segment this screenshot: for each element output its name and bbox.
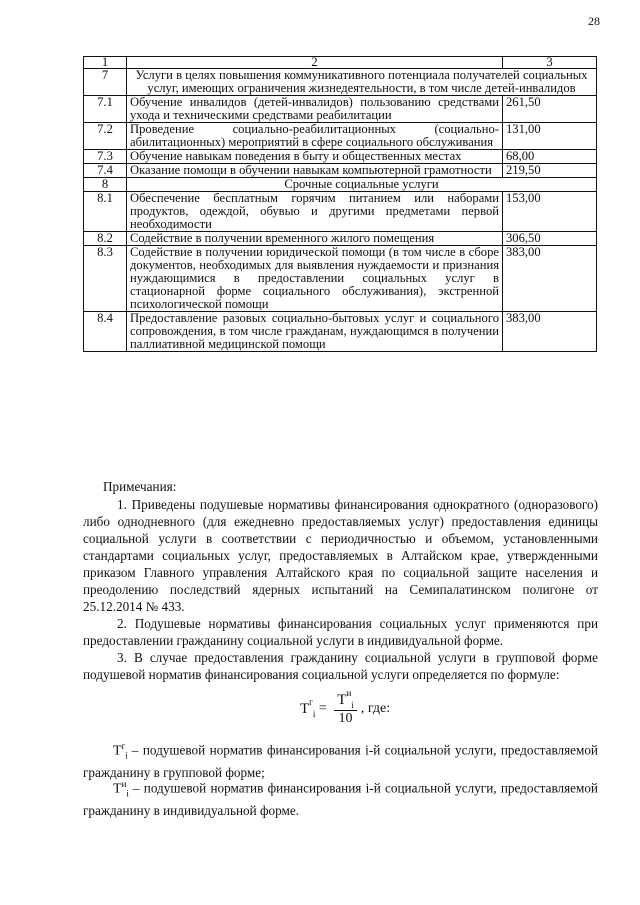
row-text: Обучение инвалидов (детей-инвалидов) пользованию средствами ухода и техническими средствами реабилитации xyxy=(127,96,503,123)
row-value: 383,00 xyxy=(503,246,597,312)
row-text: Оказание помощи в обучении навыкам компьютерной грамотности xyxy=(127,164,503,178)
formula-suffix: , где: xyxy=(360,700,391,716)
notes-section xyxy=(83,478,598,683)
formula-lhs: $T^г_i$ xyxy=(300,696,316,719)
definition-symbol: $T^г_i$ xyxy=(113,741,128,761)
fraction-numerator: $T^и_i$ xyxy=(334,690,357,711)
row-text: Предоставление разовых социально-бытовых услуг и социального сопровождения, в том числе гражданам, нуждающимся в получении паллиативной медицинской помощи xyxy=(127,312,503,352)
header-cell: 3 xyxy=(503,57,597,69)
row-number: 8.1 xyxy=(84,192,127,232)
table-row xyxy=(84,96,597,123)
row-number: 7.4 xyxy=(84,164,127,178)
row-text: Обеспечение бесплатным горячим питанием или наборами продуктов, одеждой, обувью и другими предметами первой необходимости xyxy=(127,192,503,232)
equals-sign: = xyxy=(315,700,331,716)
formula xyxy=(300,690,390,727)
row-value: 131,00 xyxy=(503,123,597,150)
row-value: 383,00 xyxy=(503,312,597,352)
row-text: Содействие в получении юридической помощи (в том числе в сборе документов, необходимых для выявления нуждаемости и признания нуждающимися в предоставлении социальных услуг в стационарной форме социального обслуживания), экстренной психологической помощи xyxy=(127,246,503,312)
section-row xyxy=(84,69,597,96)
note-paragraph: 1. Приведены подушевые нормативы финансирования однократного (одноразового) либо однодневного (для ежедневно предоставляемых услуг) предоставления единицы социальной услуги в соответствии с периодичностью и объемом, установленными стандартами социальных услуг, предоставляемых в Алтайском крае, утвержденными приказом Главного управления Алтайского края по социальной защите населения и преодолению последствий ядерных испытаний на Семипалатинском полигоне от 25.12.2014 № 433. xyxy=(83,497,598,614)
row-number: 7.1 xyxy=(84,96,127,123)
fraction-denominator: 10 xyxy=(338,711,353,726)
table-row xyxy=(84,312,597,352)
row-number: 8.2 xyxy=(84,232,127,246)
row-value: 153,00 xyxy=(503,192,597,232)
row-number: 8.4 xyxy=(84,312,127,352)
table-row xyxy=(84,150,597,164)
row-value: 219,50 xyxy=(503,164,597,178)
section-row xyxy=(84,178,597,192)
table-row xyxy=(84,246,597,312)
notes-heading: Примечания: xyxy=(103,479,177,494)
table-row xyxy=(84,164,597,178)
table-row xyxy=(84,192,597,232)
definition-text: – подушевой норматив финансирования i-й социальной услуги, предоставляемой гражданину в индивидуальной форме. xyxy=(83,780,598,819)
row-text: Содействие в получении временного жилого помещения xyxy=(127,232,503,246)
definition-group xyxy=(83,738,598,781)
formula-fraction xyxy=(334,690,357,727)
section-number: 7 xyxy=(84,69,127,96)
table-row xyxy=(84,232,597,246)
note-paragraph: 2. Подушевые нормативы финансирования социальных услуг применяются при предоставлении гражданину социальной услуги в индивидуальной форме. xyxy=(83,616,598,648)
row-text: Проведение социально-реабилитационных (социально-абилитационных) мероприятий в сфере социального обслуживания xyxy=(127,123,503,150)
note-paragraph: 3. В случае предоставления гражданину социальной услуги в групповой форме подушевой норматив финансирования социальной услуги определяется по формуле: xyxy=(83,650,598,682)
definition-text: – подушевой норматив финансирования i-й социальной услуги, предоставляемой гражданину в групповой форме; xyxy=(83,742,598,781)
header-cell: 1 xyxy=(84,57,127,69)
row-number: 8.3 xyxy=(84,246,127,312)
page-number: 28 xyxy=(588,14,600,28)
section-title: Услуги в целях повышения коммуникативного потенциала получателей социальных услуг, имеющих ограничения жизнедеятельности, в том числе детей-инвалидов xyxy=(127,69,597,96)
definition-individual xyxy=(83,776,598,819)
table-row xyxy=(84,123,597,150)
row-number: 7.2 xyxy=(84,123,127,150)
row-value: 306,50 xyxy=(503,232,597,246)
row-number: 7.3 xyxy=(84,150,127,164)
header-cell: 2 xyxy=(127,57,503,69)
table-header-row xyxy=(84,57,597,69)
tariff-table xyxy=(83,56,597,352)
section-title: Срочные социальные услуги xyxy=(127,178,597,192)
row-text: Обучение навыкам поведения в быту и общественных местах xyxy=(127,150,503,164)
row-value: 261,50 xyxy=(503,96,597,123)
definition-symbol: $T^и_i$ xyxy=(113,779,129,799)
section-number: 8 xyxy=(84,178,127,192)
row-value: 68,00 xyxy=(503,150,597,164)
